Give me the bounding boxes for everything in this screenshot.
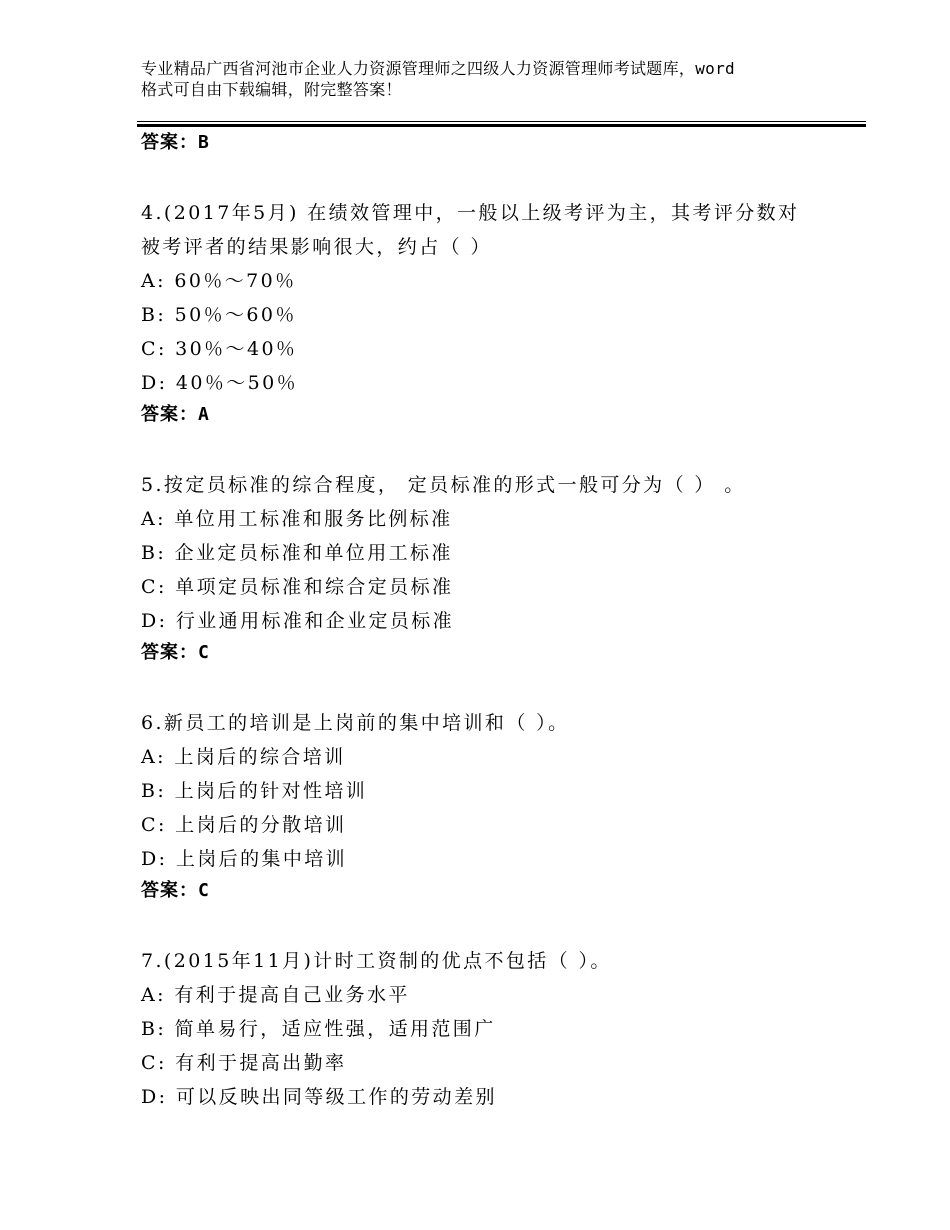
question-stem: 4.(2017年5月) 在绩效管理中，一般以上级考评为主，其考评分数对 <box>141 202 800 224</box>
option-b: B: 简单易行，适应性强，适用范围广 <box>141 1018 496 1040</box>
option-b: B: 企业定员标准和单位用工标准 <box>141 542 453 564</box>
question-4 <box>141 196 866 430</box>
option-a: A: 单位用工标准和服务比例标准 <box>141 508 453 530</box>
question-stem: 6.新员工的培训是上岗前的集中培训和（ ）。 <box>141 712 570 734</box>
header-line-2: 格式可自由下载编辑，附完整答案！ <box>141 80 402 99</box>
question-stem: 被考评者的结果影响很大，约占（ ） <box>141 236 492 258</box>
answer: 答案：C <box>141 880 210 901</box>
answer-previous: 答案：B <box>141 132 210 153</box>
option-c: C: 上岗后的分散培训 <box>141 814 347 836</box>
question-6 <box>141 706 866 906</box>
question-stem: 5.按定员标准的综合程度， 定员标准的形式一般可分为（ ） 。 <box>141 474 746 496</box>
option-d: D: 40％～50％ <box>141 372 299 394</box>
option-d: D: 上岗后的集中培训 <box>141 848 348 870</box>
document-header <box>141 58 831 100</box>
question-7 <box>141 944 866 1114</box>
question-stem: 7.(2015年11月)计时工资制的优点不包括（ ）。 <box>141 950 612 972</box>
option-c: C: 单项定员标准和综合定员标准 <box>141 576 454 598</box>
header-rule-thin <box>137 121 866 122</box>
question-5 <box>141 468 866 668</box>
option-d: D: 行业通用标准和企业定员标准 <box>141 610 455 632</box>
header-line-1: 专业精品广西省河池市企业人力资源管理师之四级人力资源管理师考试题库，word <box>141 59 735 78</box>
answer: 答案：C <box>141 642 210 663</box>
option-b: B: 上岗后的针对性培训 <box>141 780 368 802</box>
answer: 答案：A <box>141 404 210 425</box>
option-a: A: 有利于提高自己业务水平 <box>141 984 410 1006</box>
option-a: A: 上岗后的综合培训 <box>141 746 346 768</box>
option-a: A: 60％～70％ <box>141 270 297 292</box>
option-d: D: 可以反映出同等级工作的劳动差别 <box>141 1086 497 1108</box>
header-rule-thick <box>137 124 866 127</box>
option-c: C: 30％～40％ <box>141 338 298 360</box>
option-c: C: 有利于提高出勤率 <box>141 1052 347 1074</box>
option-b: B: 50％～60％ <box>141 304 297 326</box>
document-body <box>141 128 866 1114</box>
